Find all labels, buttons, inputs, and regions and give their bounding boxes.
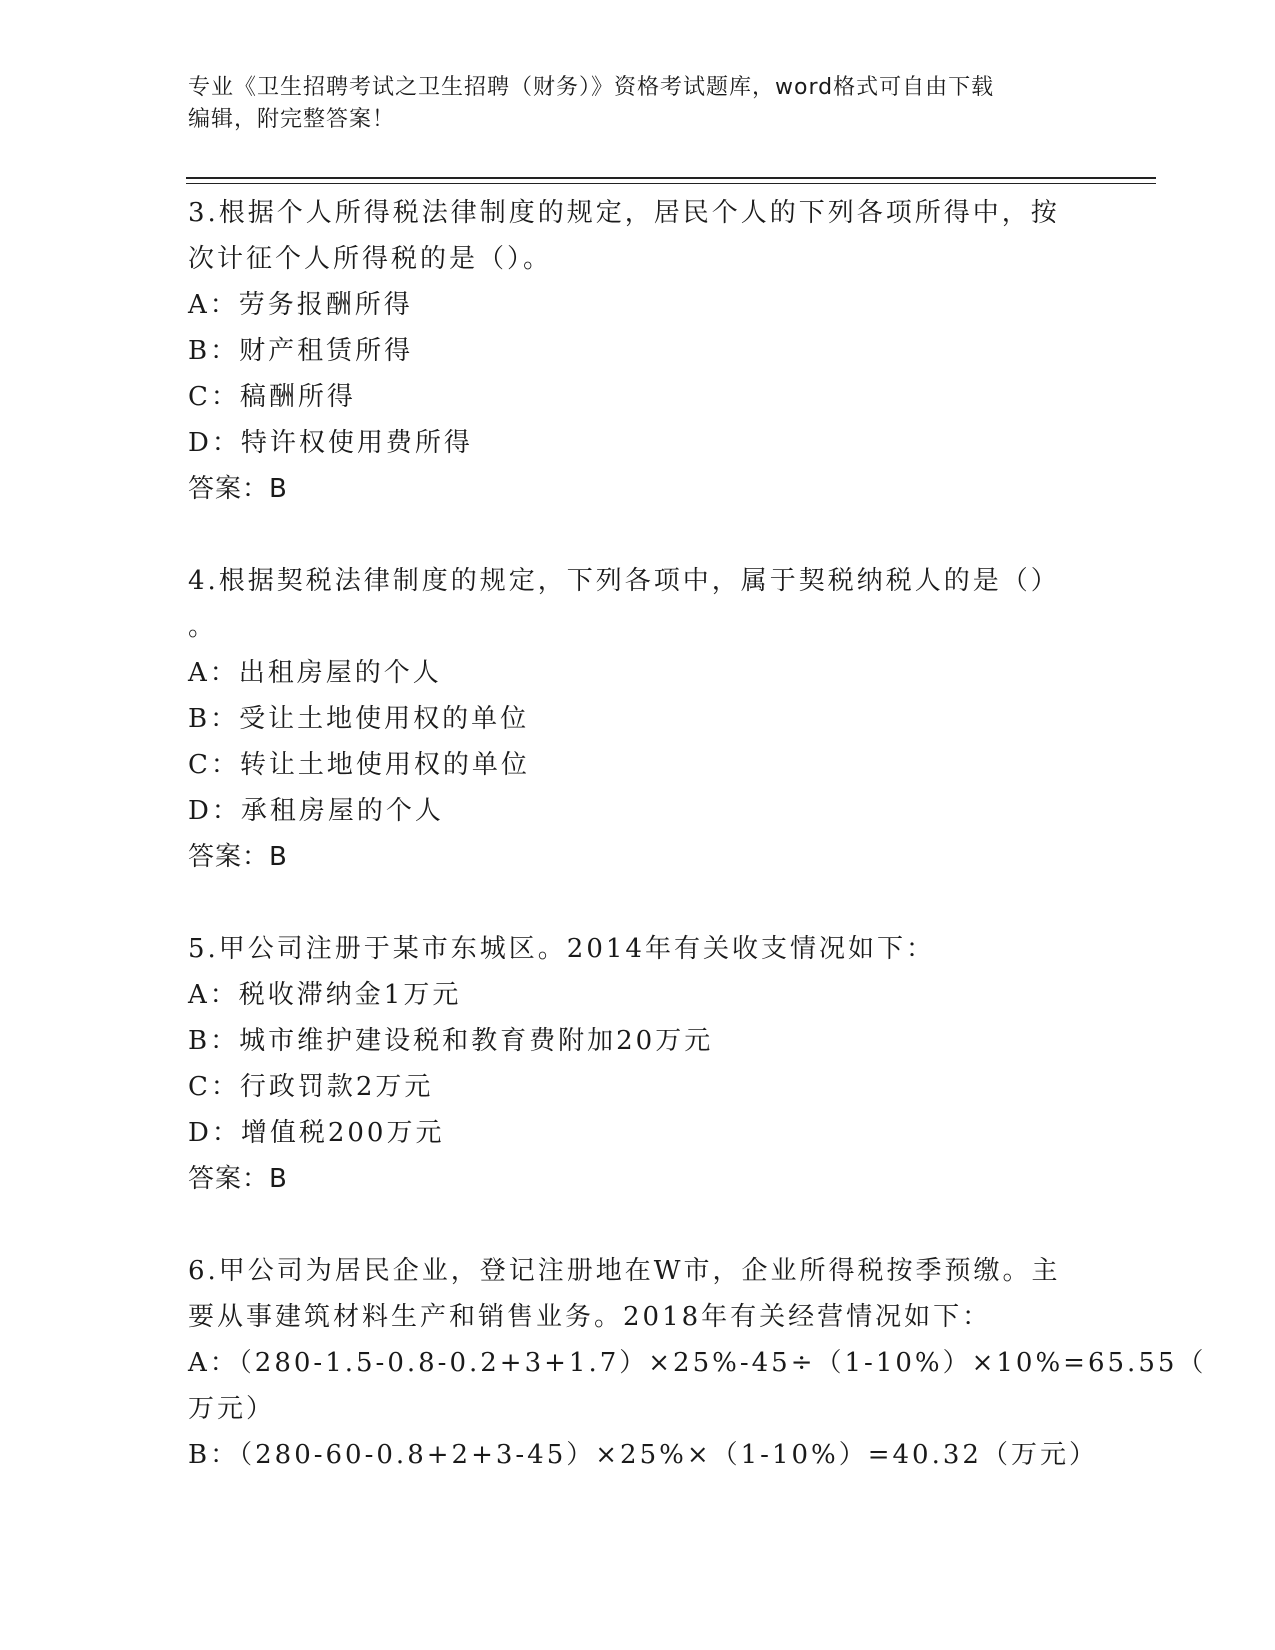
option-d: D：特许权使用费所得 <box>188 428 473 458</box>
question-5 <box>188 926 1088 1202</box>
option-c: C：行政罚款2万元 <box>188 1072 434 1102</box>
option-c: C：转让土地使用权的单位 <box>188 750 530 780</box>
option-a: A：税收滞纳金1万元 <box>188 980 462 1010</box>
question-stem: 。 <box>188 612 218 642</box>
question-stem: 次计征个人所得税的是（）。 <box>188 244 553 274</box>
question-stem: 5.甲公司注册于某市东城区。2014年有关收支情况如下： <box>188 934 935 964</box>
option-d: D：承租房屋的个人 <box>188 796 444 826</box>
option-b: B：财产租赁所得 <box>188 336 414 366</box>
option-a: A：劳务报酬所得 <box>188 290 413 320</box>
header-divider-thin <box>186 183 1156 184</box>
spacer <box>188 1202 1088 1248</box>
question-4 <box>188 558 1088 880</box>
answer: 答案：B <box>188 1164 288 1194</box>
question-stem: 4.根据契税法律制度的规定，下列各项中，属于契税纳税人的是（） <box>188 566 1060 596</box>
option-a-continued: 万元） <box>188 1394 276 1424</box>
question-stem: 6.甲公司为居民企业，登记注册地在W市，企业所得税按季预缴。主 <box>188 1256 1061 1286</box>
option-b: B：（280-60-0.8+2+3-45）×25%×（1-10%）=40.32（万元） <box>188 1440 1098 1470</box>
question-stem: 3.根据个人所得税法律制度的规定，居民个人的下列各项所得中，按 <box>188 198 1060 228</box>
spacer <box>188 512 1088 558</box>
option-a: A：（280-1.5-0.8-0.2+3+1.7）×25%-45÷（1-10%）×10%=65.55（ <box>188 1348 1207 1378</box>
spacer <box>188 880 1088 926</box>
question-list <box>188 190 1207 1478</box>
option-d: D：增值税200万元 <box>188 1118 445 1148</box>
option-c: C：稿酬所得 <box>188 382 356 412</box>
header-line-1: 专业《卫生招聘考试之卫生招聘（财务）》资格考试题库，word格式可自由下载 <box>188 75 995 100</box>
question-6 <box>188 1248 1207 1478</box>
option-a: A：出租房屋的个人 <box>188 658 442 688</box>
option-b: B：城市维护建设税和教育费附加20万元 <box>188 1026 714 1056</box>
question-3 <box>188 190 1088 512</box>
document-header <box>188 72 1068 136</box>
answer: 答案：B <box>188 474 288 504</box>
answer: 答案：B <box>188 842 288 872</box>
question-stem: 要从事建筑材料生产和销售业务。2018年有关经营情况如下： <box>188 1302 992 1332</box>
header-line-2: 编辑，附完整答案！ <box>188 107 396 132</box>
header-divider-thick <box>186 177 1156 179</box>
option-b: B：受让土地使用权的单位 <box>188 704 530 734</box>
